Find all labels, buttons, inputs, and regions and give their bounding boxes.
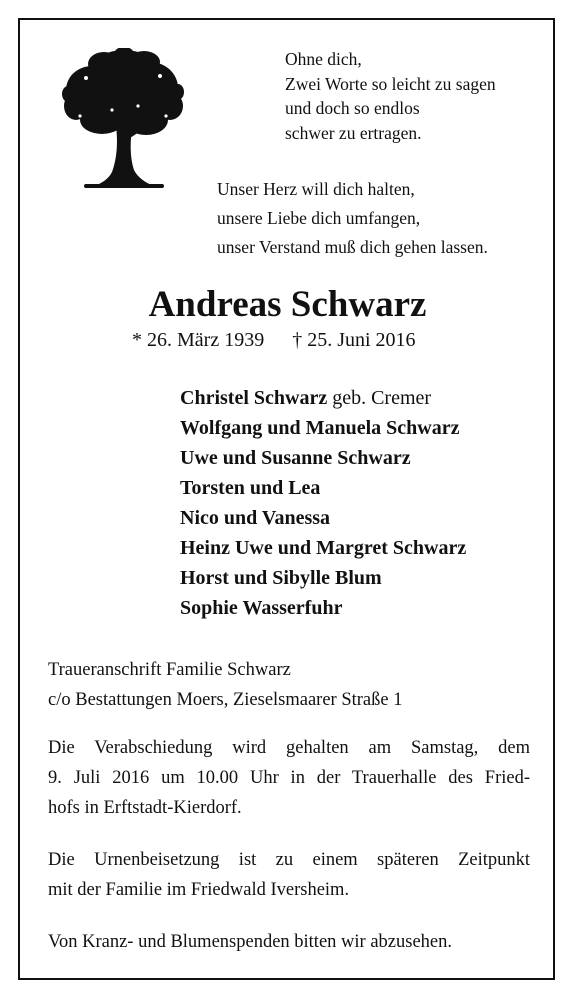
farewell-paragraph <box>48 733 530 823</box>
poem-line: Zwei Worte so leicht zu sagen <box>285 73 496 94</box>
family-member <box>180 563 466 593</box>
family-member <box>180 413 466 443</box>
family-list <box>180 383 466 623</box>
address-line: Traueranschrift Familie Schwarz <box>48 660 291 680</box>
family-member <box>180 593 466 623</box>
family-member-note: geb. Cremer <box>327 387 432 409</box>
family-member-name: Torsten und Lea <box>180 477 321 499</box>
family-member-name: Uwe und Susanne Schwarz <box>180 447 411 469</box>
poem-line: Unser Herz will dich halten, <box>217 179 415 199</box>
family-member-name: Nico und Vanessa <box>180 507 331 529</box>
paragraph-line: Die Urnenbeisetzung ist zu einem späteren Zeitpunkt <box>48 850 530 870</box>
family-member <box>180 473 466 503</box>
birth-date: * 26. März 1939 <box>132 329 265 351</box>
family-member-name: Horst und Sibylle Blum <box>180 567 382 589</box>
family-member <box>180 383 466 413</box>
poem-line: unsere Liebe dich umfangen, <box>217 208 421 228</box>
paragraph-line: Von Kranz- und Blumenspenden bitten wir abzusehen. <box>48 932 452 952</box>
paragraph-line: Die Verabschiedung wird gehalten am Samstag, dem <box>48 738 530 758</box>
paragraph-line: 9. Juli 2016 um 10.00 Uhr in der Trauerhalle des Fried- <box>48 768 530 788</box>
death-date: † 25. Juni 2016 <box>292 329 416 351</box>
mourning-address <box>48 655 402 715</box>
tree-icon <box>62 48 184 190</box>
family-member <box>180 533 466 563</box>
paragraph-line: mit der Familie im Friedwald Iversheim. <box>48 880 350 900</box>
poem-line: unser Verstand muß dich gehen lassen. <box>217 237 488 257</box>
poem-line: schwer zu ertragen. <box>285 122 422 143</box>
life-dates <box>132 326 416 354</box>
address-line: c/o Bestattungen Moers, Zieselsmaarer Straße 1 <box>48 690 403 710</box>
burial-paragraph <box>48 845 530 905</box>
flowers-paragraph <box>48 927 530 957</box>
family-member <box>180 503 466 533</box>
poem-stanza-1 <box>285 47 496 145</box>
poem-line: und doch so endlos <box>285 98 420 118</box>
deceased-name: Andreas Schwarz <box>148 284 427 325</box>
family-member-name: Heinz Uwe und Margret Schwarz <box>180 537 467 559</box>
poem-line: Ohne dich, <box>285 49 362 69</box>
family-member <box>180 443 466 473</box>
paragraph-line: hofs in Erftstadt-Kierdorf. <box>48 798 242 818</box>
family-member-name: Wolfgang und Manuela Schwarz <box>180 417 460 439</box>
family-member-name: Sophie Wasserfuhr <box>180 597 343 619</box>
poem-stanza-2 <box>217 175 488 262</box>
family-member-name: Christel Schwarz <box>180 387 328 409</box>
